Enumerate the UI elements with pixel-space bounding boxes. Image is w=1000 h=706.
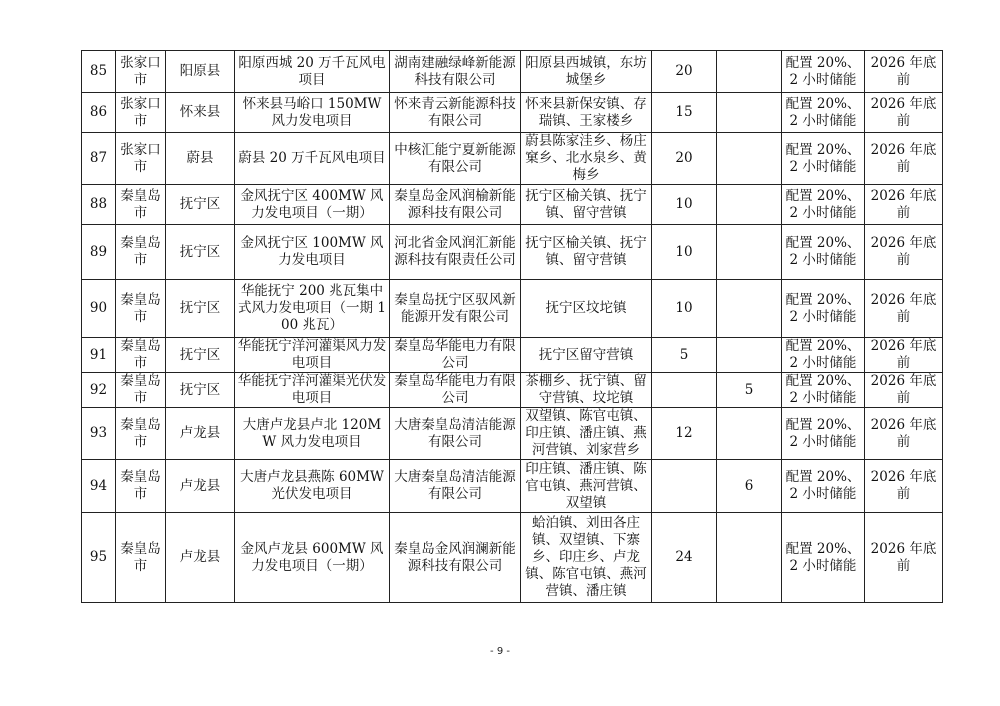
row-number: 92: [82, 373, 116, 408]
wind-capacity: 24: [652, 513, 717, 603]
project-name: 蔚县 20 万千瓦风电项目: [235, 133, 390, 185]
table-row: [82, 133, 943, 185]
row-number: 93: [82, 408, 116, 460]
solar-capacity: 6: [717, 460, 782, 513]
solar-capacity: [717, 280, 782, 338]
company-name: 秦皇岛华能电力有限公司: [390, 338, 521, 373]
company-name: 大唐秦皇岛清洁能源有限公司: [390, 460, 521, 513]
location-cell: 蛤泊镇、刘田各庄镇、双望镇、下寨乡、印庄乡、卢龙镇、陈官屯镇、燕河营镇、潘庄镇: [521, 513, 652, 603]
city-cell: 秦皇岛市: [116, 408, 166, 460]
table-row: [82, 513, 943, 603]
county-cell: 卢龙县: [166, 460, 235, 513]
city-cell: 秦皇岛市: [116, 373, 166, 408]
storage-requirement: 配置 20%、2 小时储能: [782, 51, 865, 93]
table-row: [82, 460, 943, 513]
company-name: 秦皇岛抚宁区驭风新能源开发有限公司: [390, 280, 521, 338]
solar-capacity: [717, 513, 782, 603]
solar-capacity: [717, 93, 782, 133]
project-table: [81, 50, 943, 603]
city-cell: 秦皇岛市: [116, 460, 166, 513]
deadline-cell: 2026 年底前: [865, 51, 943, 93]
location-cell: 蔚县陈家洼乡、杨庄窠乡、北水泉乡、黄梅乡: [521, 133, 652, 185]
county-cell: 抚宁区: [166, 185, 235, 225]
row-number: 91: [82, 338, 116, 373]
row-number: 95: [82, 513, 116, 603]
table-row: [82, 225, 943, 280]
city-cell: 秦皇岛市: [116, 185, 166, 225]
deadline-cell: 2026 年底前: [865, 280, 943, 338]
location-cell: 抚宁区坟坨镇: [521, 280, 652, 338]
county-cell: 卢龙县: [166, 513, 235, 603]
county-cell: 抚宁区: [166, 373, 235, 408]
page-number: - 9 -: [490, 646, 510, 657]
county-cell: 蔚县: [166, 133, 235, 185]
location-cell: 抚宁区榆关镇、抚宁镇、留守营镇: [521, 185, 652, 225]
company-name: 河北省金风润汇新能源科技有限责任公司: [390, 225, 521, 280]
storage-requirement: 配置 20%、2 小时储能: [782, 225, 865, 280]
county-cell: 抚宁区: [166, 280, 235, 338]
project-name: 大唐卢龙县燕陈 60MW 光伏发电项目: [235, 460, 390, 513]
table-row: [82, 408, 943, 460]
wind-capacity: 20: [652, 133, 717, 185]
solar-capacity: [717, 408, 782, 460]
project-name: 华能抚宁洋河灌渠光伏发电项目: [235, 373, 390, 408]
company-name: 秦皇岛金风润澜新能源科技有限公司: [390, 513, 521, 603]
deadline-cell: 2026 年底前: [865, 133, 943, 185]
deadline-cell: 2026 年底前: [865, 513, 943, 603]
solar-capacity: [717, 51, 782, 93]
wind-capacity: 15: [652, 93, 717, 133]
location-cell: 阳原县西城镇，东坊城堡乡: [521, 51, 652, 93]
deadline-cell: 2026 年底前: [865, 225, 943, 280]
row-number: 86: [82, 93, 116, 133]
city-cell: 秦皇岛市: [116, 338, 166, 373]
project-name: 阳原西城 20 万千瓦风电项目: [235, 51, 390, 93]
company-name: 中核汇能宁夏新能源有限公司: [390, 133, 521, 185]
deadline-cell: 2026 年底前: [865, 185, 943, 225]
company-name: 湖南建融绿峰新能源科技有限公司: [390, 51, 521, 93]
deadline-cell: 2026 年底前: [865, 338, 943, 373]
storage-requirement: 配置 20%、2 小时储能: [782, 185, 865, 225]
wind-capacity: 20: [652, 51, 717, 93]
row-number: 85: [82, 51, 116, 93]
deadline-cell: 2026 年底前: [865, 373, 943, 408]
solar-capacity: [717, 225, 782, 280]
project-name: 华能抚宁洋河灌渠风力发电项目: [235, 338, 390, 373]
county-cell: 抚宁区: [166, 225, 235, 280]
project-name: 大唐卢龙县卢北 120MW 风力发电项目: [235, 408, 390, 460]
storage-requirement: 配置 20%、2 小时储能: [782, 513, 865, 603]
wind-capacity: 10: [652, 225, 717, 280]
solar-capacity: [717, 185, 782, 225]
city-cell: 秦皇岛市: [116, 513, 166, 603]
location-cell: 印庄镇、潘庄镇、陈官屯镇、燕河营镇、双望镇: [521, 460, 652, 513]
project-name: 金风抚宁区 100MW 风力发电项目: [235, 225, 390, 280]
location-cell: 抚宁区榆关镇、抚宁镇、留守营镇: [521, 225, 652, 280]
company-name: 秦皇岛华能电力有限公司: [390, 373, 521, 408]
county-cell: 阳原县: [166, 51, 235, 93]
row-number: 88: [82, 185, 116, 225]
table-row: [82, 51, 943, 93]
city-cell: 张家口市: [116, 51, 166, 93]
table-body: [82, 51, 943, 603]
company-name: 怀来青云新能源科技有限公司: [390, 93, 521, 133]
storage-requirement: 配置 20%、2 小时储能: [782, 280, 865, 338]
row-number: 90: [82, 280, 116, 338]
city-cell: 张家口市: [116, 133, 166, 185]
wind-capacity: [652, 373, 717, 408]
table-row: [82, 338, 943, 373]
city-cell: 秦皇岛市: [116, 280, 166, 338]
deadline-cell: 2026 年底前: [865, 93, 943, 133]
location-cell: 怀来县新保安镇、存瑞镇、王家楼乡: [521, 93, 652, 133]
solar-capacity: 5: [717, 373, 782, 408]
company-name: 秦皇岛金风润榆新能源科技有限公司: [390, 185, 521, 225]
company-name: 大唐秦皇岛清洁能源有限公司: [390, 408, 521, 460]
storage-requirement: 配置 20%、2 小时储能: [782, 373, 865, 408]
wind-capacity: 5: [652, 338, 717, 373]
storage-requirement: 配置 20%、2 小时储能: [782, 338, 865, 373]
storage-requirement: 配置 20%、2 小时储能: [782, 93, 865, 133]
deadline-cell: 2026 年底前: [865, 460, 943, 513]
table-row: [82, 373, 943, 408]
table-row: [82, 93, 943, 133]
county-cell: 抚宁区: [166, 338, 235, 373]
project-name: 怀来县马峪口 150MW 风力发电项目: [235, 93, 390, 133]
row-number: 94: [82, 460, 116, 513]
storage-requirement: 配置 20%、2 小时储能: [782, 133, 865, 185]
county-cell: 卢龙县: [166, 408, 235, 460]
storage-requirement: 配置 20%、2 小时储能: [782, 460, 865, 513]
location-cell: 双望镇、陈官屯镇、印庄镇、潘庄镇、燕河营镇、刘家营乡: [521, 408, 652, 460]
county-cell: 怀来县: [166, 93, 235, 133]
solar-capacity: [717, 338, 782, 373]
location-cell: 茶棚乡、抚宁镇、留守营镇、坟坨镇: [521, 373, 652, 408]
wind-capacity: 10: [652, 280, 717, 338]
wind-capacity: [652, 460, 717, 513]
city-cell: 张家口市: [116, 93, 166, 133]
row-number: 87: [82, 133, 116, 185]
project-name: 金风抚宁区 400MW 风力发电项目（一期）: [235, 185, 390, 225]
wind-capacity: 10: [652, 185, 717, 225]
project-name: 金风卢龙县 600MW 风力发电项目（一期）: [235, 513, 390, 603]
table-row: [82, 185, 943, 225]
solar-capacity: [717, 133, 782, 185]
project-name: 华能抚宁 200 兆瓦集中式风力发电项目（一期 100 兆瓦）: [235, 280, 390, 338]
wind-capacity: 12: [652, 408, 717, 460]
storage-requirement: 配置 20%、2 小时储能: [782, 408, 865, 460]
table-row: [82, 280, 943, 338]
city-cell: 秦皇岛市: [116, 225, 166, 280]
location-cell: 抚宁区留守营镇: [521, 338, 652, 373]
row-number: 89: [82, 225, 116, 280]
deadline-cell: 2026 年底前: [865, 408, 943, 460]
